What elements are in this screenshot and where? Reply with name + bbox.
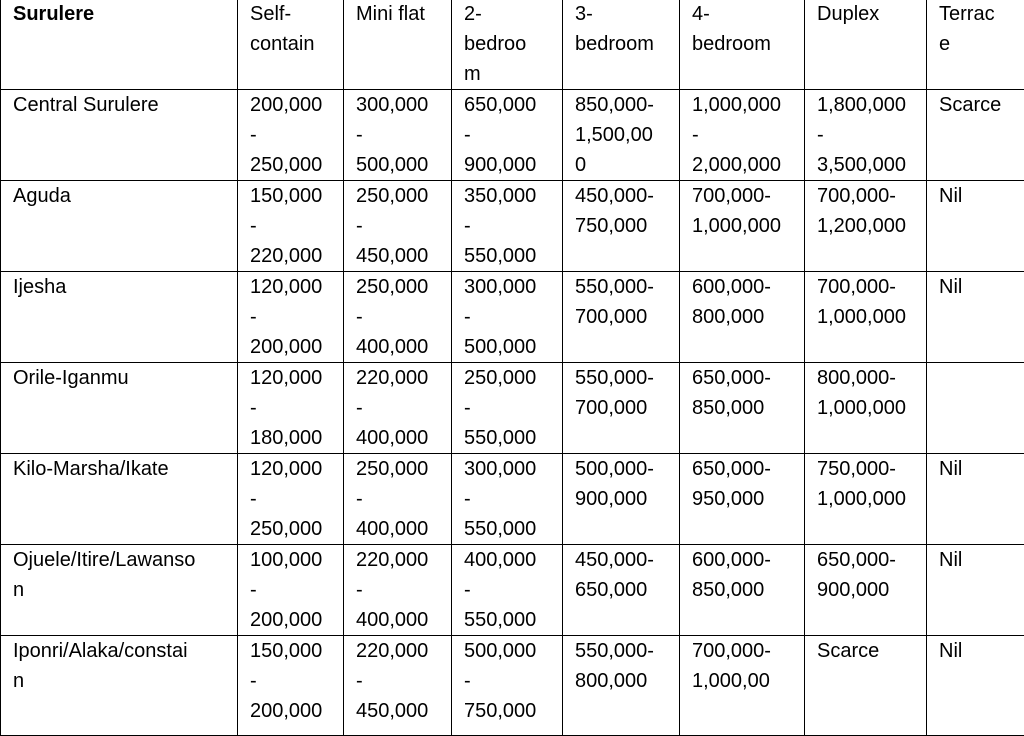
cell-mini-flat: 250,000 - 450,000 — [344, 181, 452, 272]
cell-area: Ijesha — [1, 272, 238, 363]
header-terrace: Terrac e — [927, 0, 1024, 90]
cell-self-contain: 150,000 - 220,000 — [238, 181, 344, 272]
cell-mini-flat: 220,000 - 400,000 — [344, 545, 452, 636]
cell-area: Ojuele/Itire/Lawanso n — [1, 545, 238, 636]
cell-4-bedroom: 700,000- 1,000,000 — [680, 181, 805, 272]
cell-area: Kilo-Marsha/Ikate — [1, 454, 238, 545]
cell-4-bedroom: 650,000- 850,000 — [680, 363, 805, 454]
header-2-bedroom: 2- bedroo m — [452, 0, 563, 90]
table-row — [1, 181, 1024, 272]
cell-duplex: 700,000- 1,200,000 — [805, 181, 927, 272]
cell-mini-flat: 250,000 - 400,000 — [344, 454, 452, 545]
cell-area: Central Surulere — [1, 90, 238, 181]
cell-3-bedroom: 550,000- 700,000 — [563, 272, 680, 363]
cell-3-bedroom: 450,000- 650,000 — [563, 545, 680, 636]
cell-terrace: Nil — [927, 454, 1024, 545]
cell-terrace: Nil — [927, 272, 1024, 363]
header-self-contain: Self- contain — [238, 0, 344, 90]
cell-mini-flat: 250,000 - 400,000 — [344, 272, 452, 363]
table-row — [1, 545, 1024, 636]
cell-3-bedroom: 500,000- 900,000 — [563, 454, 680, 545]
cell-mini-flat: 220,000 - 450,000 — [344, 636, 452, 736]
cell-2-bedroom: 350,000 - 550,000 — [452, 181, 563, 272]
cell-2-bedroom: 250,000 - 550,000 — [452, 363, 563, 454]
cell-area: Iponri/Alaka/constai n — [1, 636, 238, 736]
cell-self-contain: 120,000 - 250,000 — [238, 454, 344, 545]
cell-3-bedroom: 850,000- 1,500,00 0 — [563, 90, 680, 181]
cell-2-bedroom: 400,000 - 550,000 — [452, 545, 563, 636]
cell-duplex: 750,000- 1,000,000 — [805, 454, 927, 545]
table-header-row — [1, 0, 1024, 90]
cell-mini-flat: 300,000 - 500,000 — [344, 90, 452, 181]
header-4-bedroom: 4- bedroom — [680, 0, 805, 90]
table-row — [1, 454, 1024, 545]
table-row — [1, 272, 1024, 363]
cell-area: Orile-Iganmu — [1, 363, 238, 454]
cell-duplex: 650,000- 900,000 — [805, 545, 927, 636]
header-3-bedroom: 3- bedroom — [563, 0, 680, 90]
cell-self-contain: 100,000 - 200,000 — [238, 545, 344, 636]
cell-terrace: Scarce — [927, 90, 1024, 181]
header-mini-flat: Mini flat — [344, 0, 452, 90]
cell-2-bedroom: 300,000 - 550,000 — [452, 454, 563, 545]
header-duplex: Duplex — [805, 0, 927, 90]
cell-terrace: Nil — [927, 636, 1024, 736]
cell-duplex: 700,000- 1,000,000 — [805, 272, 927, 363]
cell-2-bedroom: 650,000 - 900,000 — [452, 90, 563, 181]
cell-3-bedroom: 450,000- 750,000 — [563, 181, 680, 272]
cell-terrace — [927, 363, 1024, 454]
cell-duplex: 1,800,000 - 3,500,000 — [805, 90, 927, 181]
cell-area: Aguda — [1, 181, 238, 272]
cell-self-contain: 200,000 - 250,000 — [238, 90, 344, 181]
cell-4-bedroom: 1,000,000 - 2,000,000 — [680, 90, 805, 181]
cell-self-contain: 120,000 - 180,000 — [238, 363, 344, 454]
cell-self-contain: 150,000 - 200,000 — [238, 636, 344, 736]
cell-terrace: Nil — [927, 181, 1024, 272]
cell-duplex: 800,000- 1,000,000 — [805, 363, 927, 454]
cell-4-bedroom: 600,000- 850,000 — [680, 545, 805, 636]
cell-duplex: Scarce — [805, 636, 927, 736]
table-row — [1, 636, 1024, 736]
cell-2-bedroom: 500,000 - 750,000 — [452, 636, 563, 736]
table-row — [1, 363, 1024, 454]
cell-3-bedroom: 550,000- 700,000 — [563, 363, 680, 454]
cell-self-contain: 120,000 - 200,000 — [238, 272, 344, 363]
cell-4-bedroom: 700,000- 1,000,00 — [680, 636, 805, 736]
table-row — [1, 90, 1024, 181]
cell-3-bedroom: 550,000- 800,000 — [563, 636, 680, 736]
header-area: Surulere — [1, 0, 238, 90]
cell-4-bedroom: 650,000- 950,000 — [680, 454, 805, 545]
cell-4-bedroom: 600,000- 800,000 — [680, 272, 805, 363]
cell-2-bedroom: 300,000 - 500,000 — [452, 272, 563, 363]
cell-mini-flat: 220,000 - 400,000 — [344, 363, 452, 454]
cell-terrace: Nil — [927, 545, 1024, 636]
